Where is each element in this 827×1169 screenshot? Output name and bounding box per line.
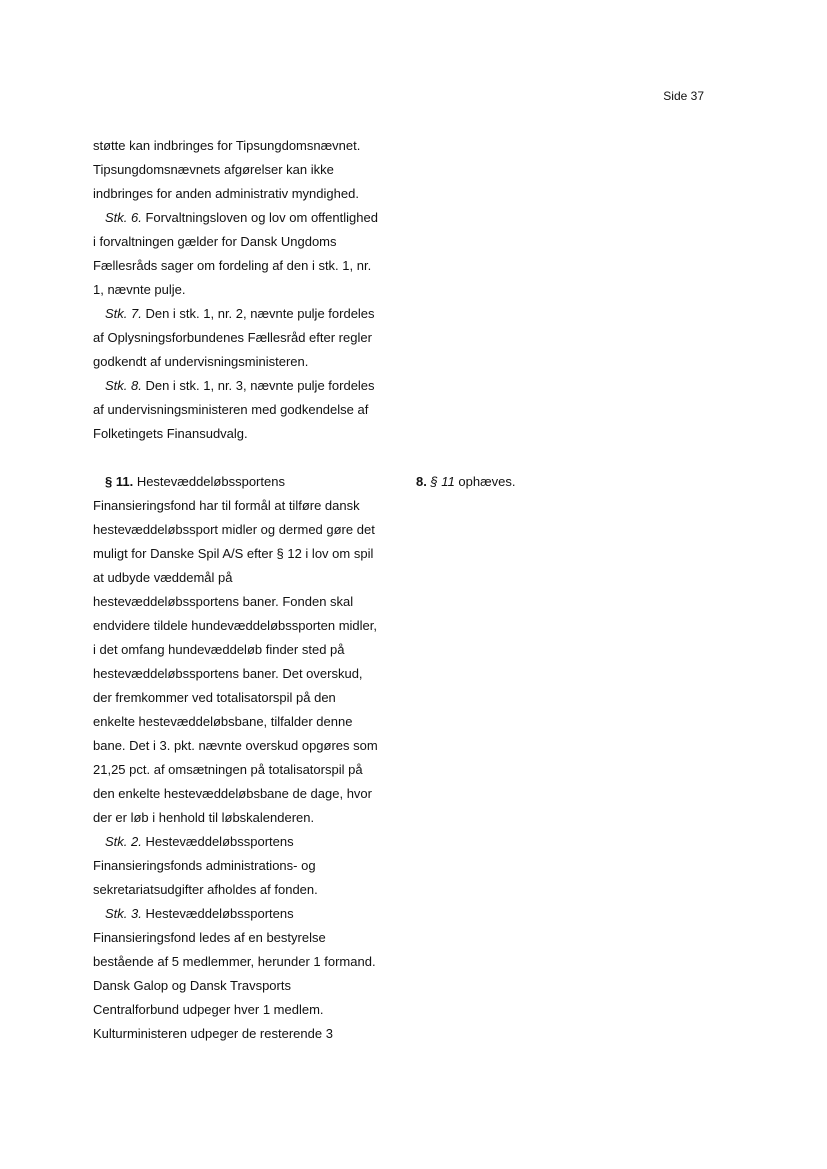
text-line: Hestevæddeløbssportens <box>141 834 294 849</box>
stk3-first-line <box>93 902 405 926</box>
text-line: Tipsungdomsnævnets afgørelser kan ikke <box>93 162 334 177</box>
amendment-ref: § 11 <box>430 474 455 489</box>
amendment-number: 8. <box>416 474 427 489</box>
text-line: Dansk Galop og Dansk Travsports <box>93 978 291 993</box>
stk8-first-line <box>93 374 405 398</box>
stk3-label: Stk. 3. <box>105 906 142 921</box>
text-line: bane. Det i 3. pkt. nævnte overskud opgøres som <box>93 738 378 753</box>
text-line: endvidere tildele hundevæddeløbssporten midler, <box>93 618 378 633</box>
stk8-label: Stk. 8. <box>105 378 142 393</box>
text-line: der fremkommer ved totalisatorspil på den <box>93 690 336 705</box>
text-line: 21,25 pct. af omsætningen på totalisatorspil på <box>93 762 363 777</box>
amendment-line <box>416 470 716 494</box>
section-11-label: § 11. <box>105 474 134 489</box>
text-line: Finansieringsfonds administrations- og <box>93 858 316 873</box>
stk7-label: Stk. 7. <box>105 306 142 321</box>
text-line: hestevæddeløbssportens baner. Det overskud, <box>93 666 363 681</box>
text-line: godkendt af undervisningsministeren. <box>93 354 309 369</box>
right-column <box>416 470 716 494</box>
text-line: Finansieringsfond har til formål at tilføre dansk <box>93 498 360 513</box>
text-line: støtte kan indbringes for Tipsungdomsnævnet. <box>93 138 361 153</box>
text-line: indbringes for anden administrativ myndighed. <box>93 186 359 201</box>
left-column-block-1 <box>93 134 405 446</box>
text-line: Den i stk. 1, nr. 2, nævnte pulje fordeles <box>141 306 375 321</box>
page-number: Side 37 <box>663 89 704 103</box>
text-line: bestående af 5 medlemmer, herunder 1 formand. <box>93 954 376 969</box>
text-line: hestevæddeløbssport midler og dermed gøre det <box>93 522 375 537</box>
text-line: Folketingets Finansudvalg. <box>93 426 248 441</box>
text-line: i det omfang hundevæddeløb finder sted på <box>93 642 345 657</box>
text-line: Fællesråds sager om fordeling af den i stk. 1, nr. <box>93 258 372 273</box>
text-line: Hestevæddeløbssportens <box>133 474 285 489</box>
stk6-first-line <box>93 206 405 230</box>
text-line: 1, nævnte pulje. <box>93 282 186 297</box>
text-line: den enkelte hestevæddeløbsbane de dage, hvor <box>93 786 372 801</box>
stk7-first-line <box>93 302 405 326</box>
text-line: i forvaltningen gælder for Dansk Ungdoms <box>93 234 337 249</box>
left-column-block-2 <box>93 470 405 1046</box>
text-line: at udbyde væddemål på <box>93 570 233 585</box>
text-line: sekretariatsudgifter afholdes af fonden. <box>93 882 318 897</box>
text-line: muligt for Danske Spil A/S efter § 12 i lov om spil <box>93 546 374 561</box>
text-line: Forvaltningsloven og lov om offentlighed <box>141 210 378 225</box>
text-line: Hestevæddeløbssportens <box>141 906 294 921</box>
text-line: enkelte hestevæddeløbsbane, tilfalder denne <box>93 714 353 729</box>
text-line: der er løb i henhold til løbskalenderen. <box>93 810 315 825</box>
stk2-first-line <box>93 830 405 854</box>
text-line: af Oplysningsforbundenes Fællesråd efter regler <box>93 330 372 345</box>
stk2-label: Stk. 2. <box>105 834 142 849</box>
text-line: Den i stk. 1, nr. 3, nævnte pulje fordeles <box>141 378 375 393</box>
amendment-text: ophæves. <box>454 474 516 489</box>
stk6-label: Stk. 6. <box>105 210 142 225</box>
text-line: Finansieringsfond ledes af en bestyrelse <box>93 930 326 945</box>
text-line: Centralforbund udpeger hver 1 medlem. <box>93 1002 324 1017</box>
text-line: af undervisningsministeren med godkendelse af <box>93 402 369 417</box>
section-11-first-line <box>93 470 405 494</box>
text-line: Kulturministeren udpeger de resterende 3 <box>93 1026 333 1041</box>
text-line: hestevæddeløbssportens baner. Fonden skal <box>93 594 354 609</box>
